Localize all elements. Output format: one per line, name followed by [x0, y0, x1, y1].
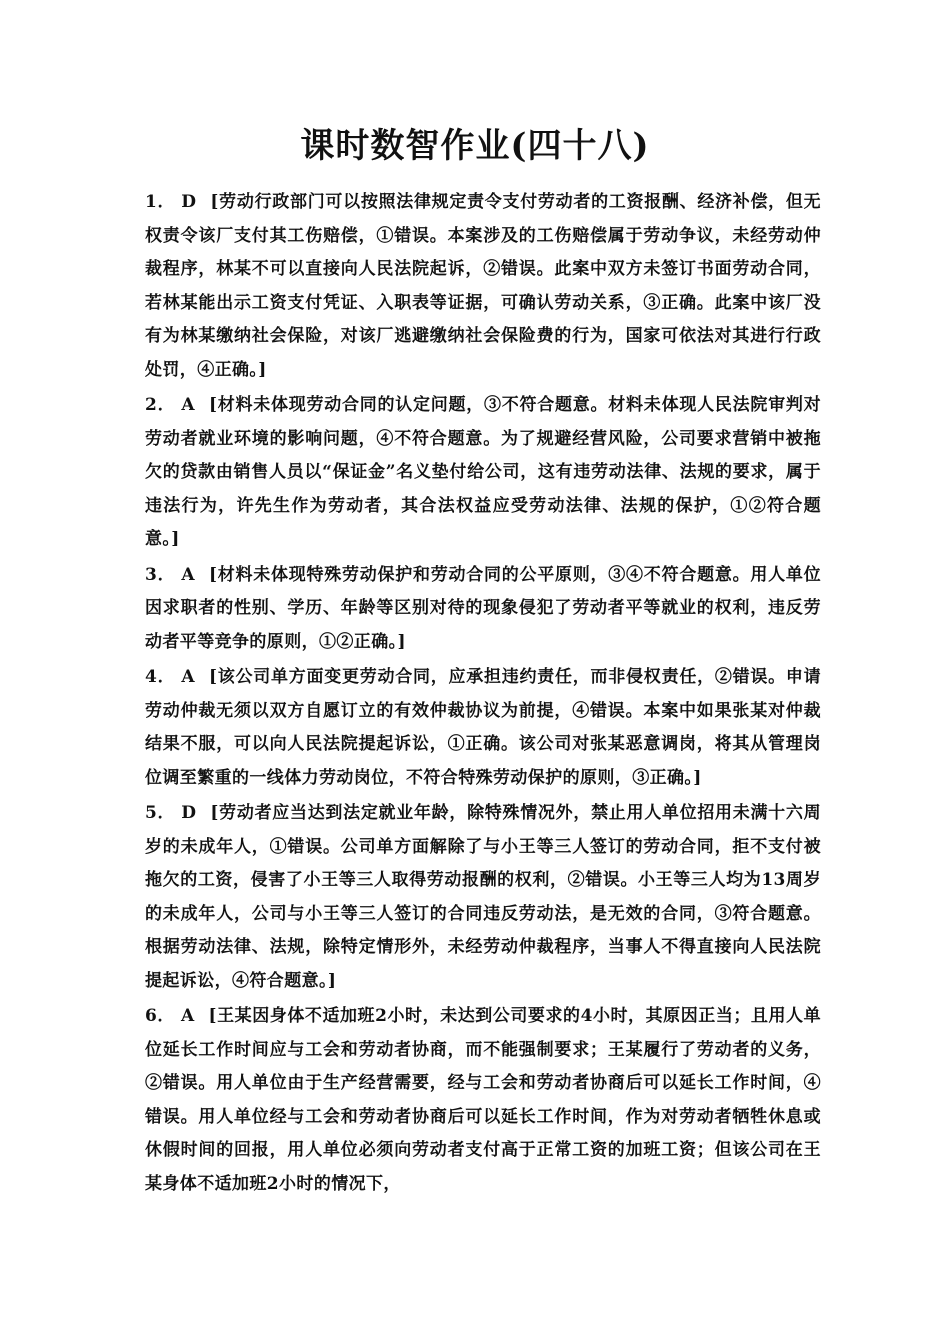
- answer-item-5: [145, 797, 821, 998]
- item-explanation: [材料未体现劳动合同的认定问题，③不符合题意。材料未体现人民法院审判对劳动者就业环境的影响问题，④不符合题意。为了规避经营风险，公司要求营销中被拖欠的贷款由销售人员以“保证金”名义垫付给公司，这有违劳动法律、法规的要求，属于违法行为，许先生作为劳动者，其合法权益应受劳动法律、法规的保护，①②符合题意。]: [145, 395, 821, 549]
- item-number: 3．: [145, 564, 176, 585]
- answer-item-6: [145, 1000, 821, 1201]
- answer-item-1: [145, 186, 821, 387]
- item-answer: A: [181, 395, 195, 415]
- item-answer: A: [181, 667, 195, 687]
- item-number: 5．: [145, 803, 176, 823]
- item-explanation: [该公司单方面变更劳动合同，应承担违约责任，而非侵权责任，②错误。申请劳动仲裁无须以双方自愿订立的有效仲裁协议为前提，④错误。本案中如果张某对仲裁结果不服，可以向人民法院提起诉讼，①正确。该公司对张某恶意调岗，将其从管理岗位调至繁重的一线体力劳动岗位，不符合特殊劳动保护的原则，③正确。]: [145, 667, 821, 788]
- answer-item-2: [145, 389, 821, 557]
- item-answer: D: [181, 192, 197, 212]
- item-number: 1．: [145, 192, 176, 212]
- answer-list: [145, 186, 821, 1203]
- item-number: 4．: [145, 667, 176, 687]
- item-number: 2．: [145, 395, 176, 415]
- answer-item-3: [145, 559, 821, 660]
- page-title: 课时数智作业(四十八): [300, 126, 650, 166]
- item-explanation: [材料未体现特殊劳动保护和劳动合同的公平原则，③④不符合题意。用人单位因求职者的性别、学历、年龄等区别对待的现象侵犯了劳动者平等就业的权利，违反劳动者平等竞争的原则，①②正确。]: [145, 564, 821, 652]
- answer-item-4: [145, 661, 821, 795]
- item-number: 6．: [145, 1006, 175, 1026]
- item-answer: D: [181, 803, 197, 823]
- item-explanation: [王某因身体不适加班2小时，未达到公司要求的4小时，其原因正当；且用人单位延长工作时间应与工会和劳动者协商，而不能强制要求；王某履行了劳动者的义务，②错误。用人单位由于生产经营需要，经与工会和劳动者协商后可以延长工作时间，④错误。用人单位经与工会和劳动者协商后可以延长工作时间，作为对劳动者牺牲休息或休假时间的回报，用人单位必须向劳动者支付高于正常工资的加班工资；但该公司在王某身体不适加班2小时的情况下，: [145, 1006, 821, 1194]
- item-answer: A: [180, 1006, 195, 1026]
- item-answer: A: [181, 564, 195, 585]
- item-explanation: [劳动行政部门可以按照法律规定责令支付劳动者的工资报酬、经济补偿，但无权责令该厂支付其工伤赔偿，①错误。本案涉及的工伤赔偿属于劳动争议，未经劳动仲裁程序，林某不可以直接向人民法院起诉，②错误。此案中双方未签订书面劳动合同，若林某能出示工资支付凭证、入职表等证据，可确认劳动关系，③正确。此案中该厂没有为林某缴纳社会保险，对该厂逃避缴纳社会保险费的行为，国家可依法对其进行行政处罚，④正确。]: [145, 192, 821, 380]
- item-explanation: [劳动者应当达到法定就业年龄，除特殊情况外，禁止用人单位招用未满十六周岁的未成年人，①错误。公司单方面解除了与小王等三人签订的劳动合同，拒不支付被拖欠的工资，侵害了小王等三人取得劳动报酬的权利，②错误。小王等三人均为13周岁的未成年人，公司与小王等三人签订的合同违反劳动法，是无效的合同，③符合题意。根据劳动法律、法规，除特定情形外，未经劳动仲裁程序，当事人不得直接向人民法院提起诉讼，④符合题意。]: [145, 803, 821, 991]
